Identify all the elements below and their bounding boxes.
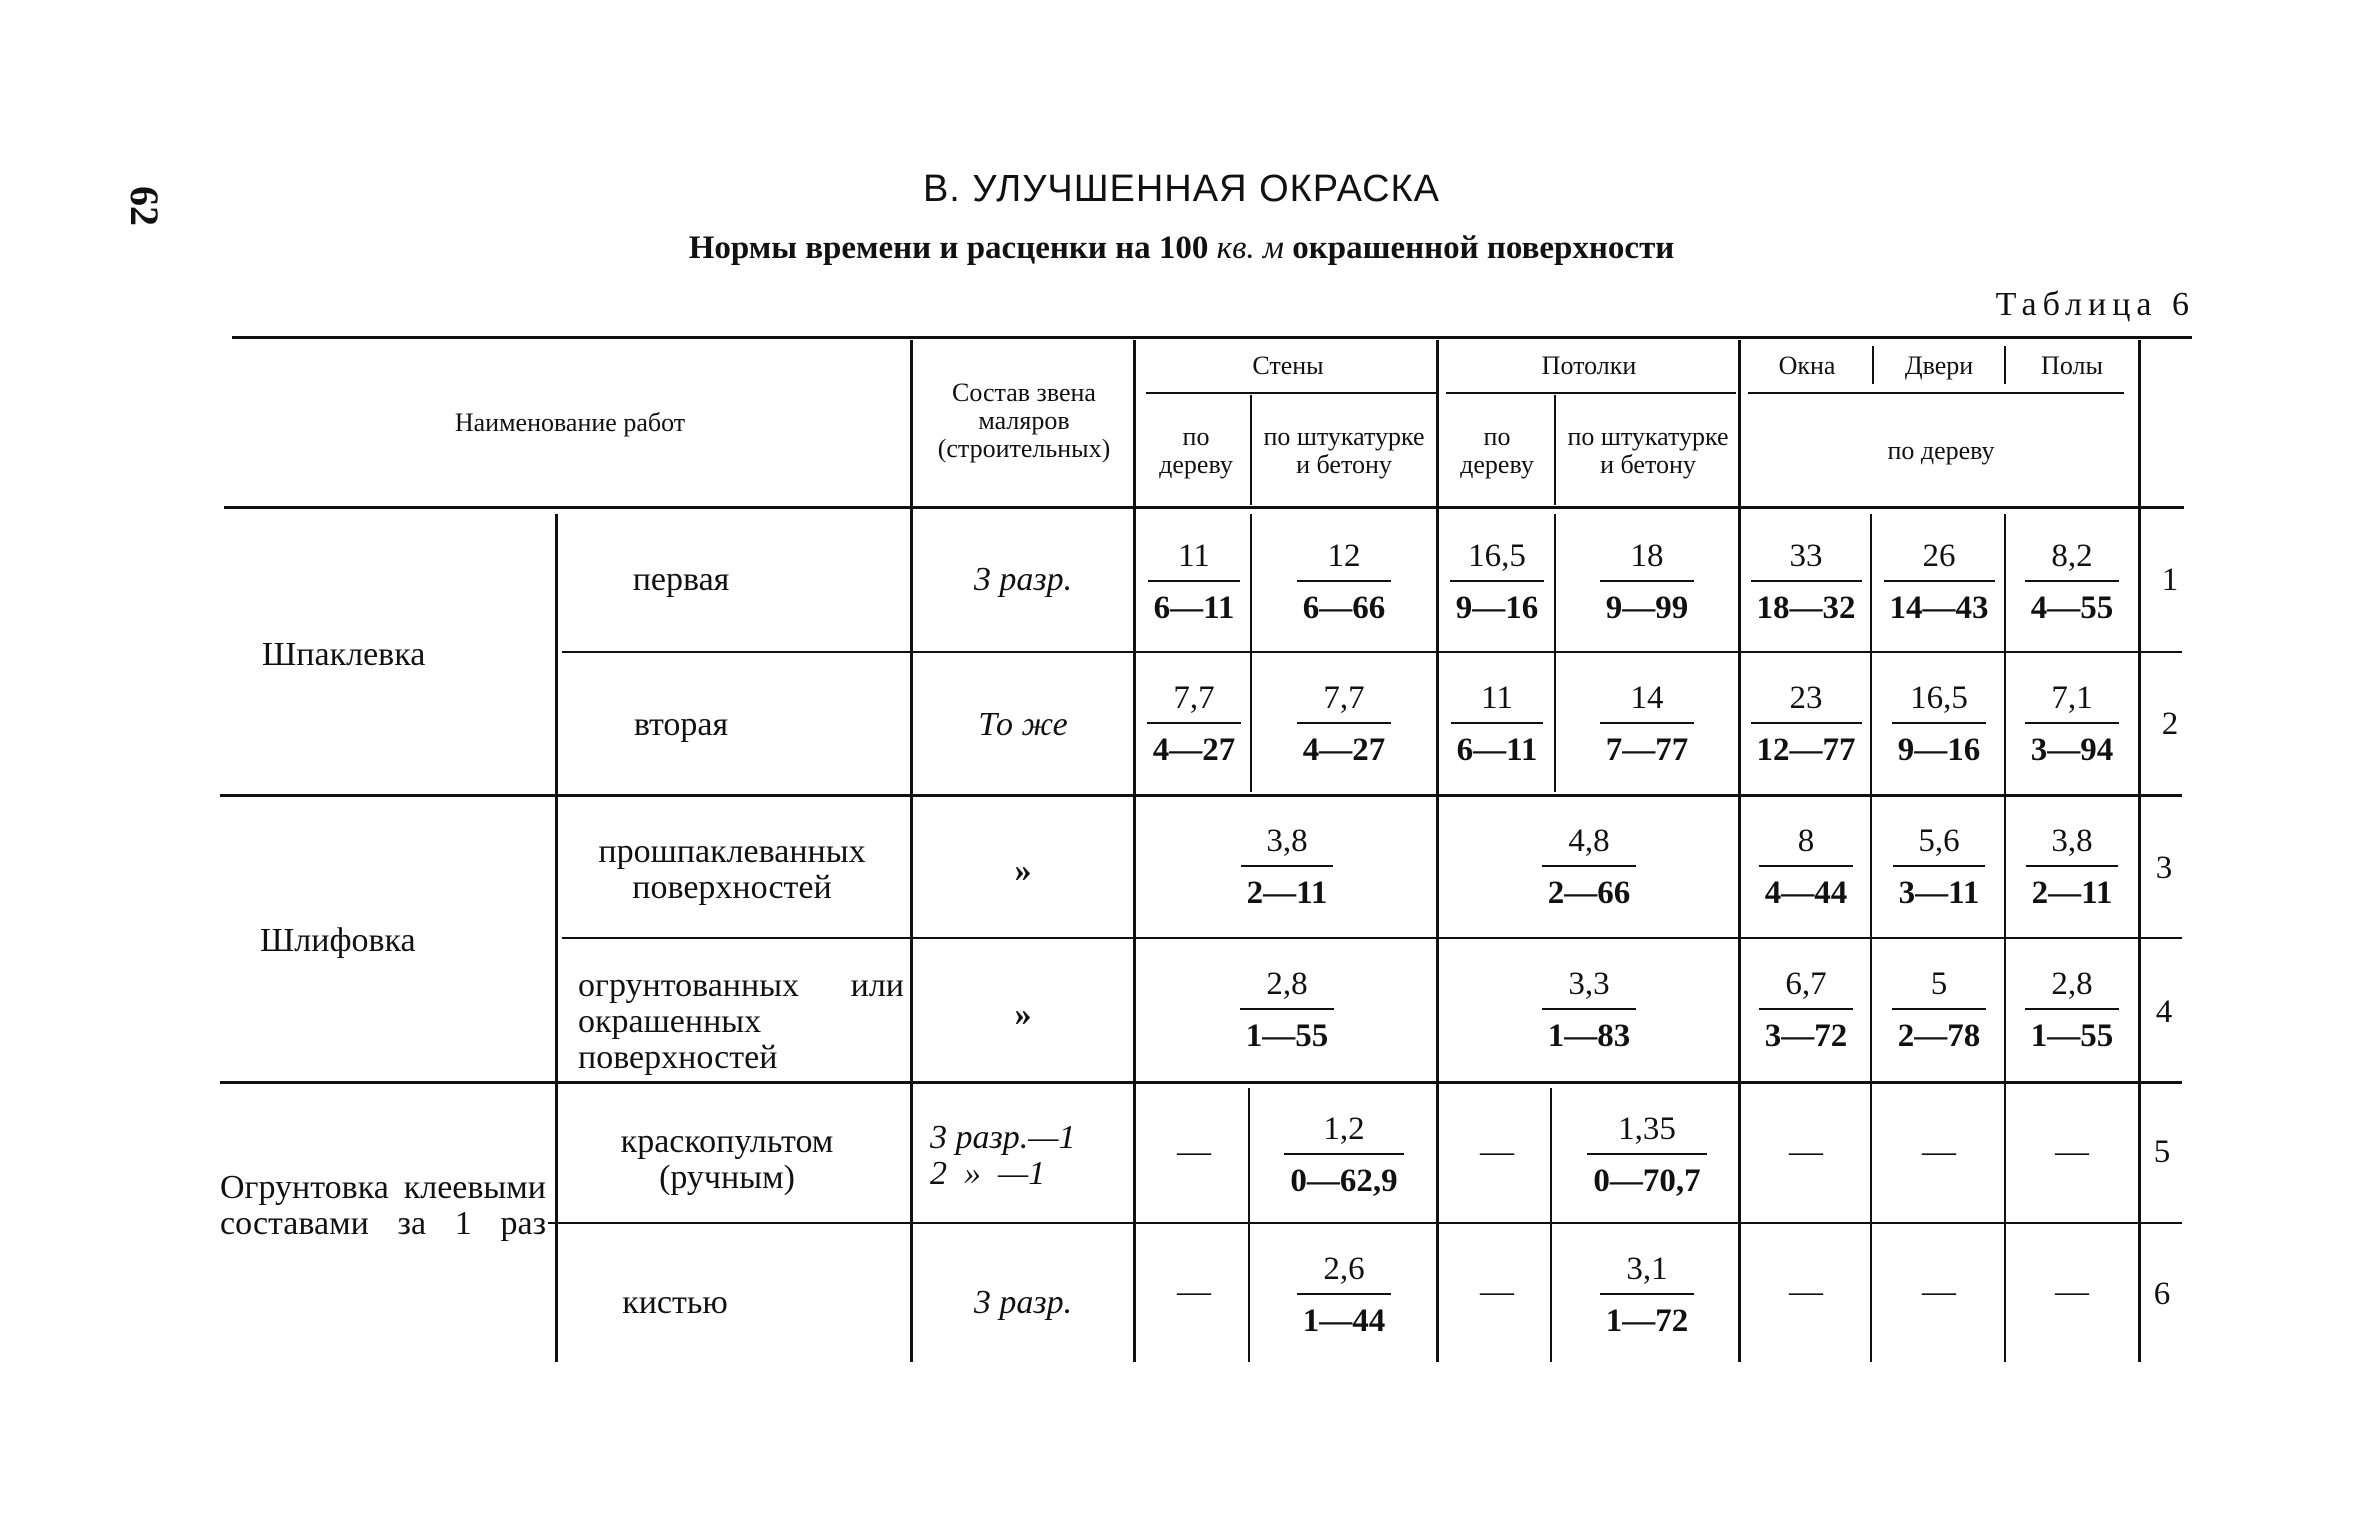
vrule-doors-right	[2004, 514, 2006, 1362]
rate-value: 2—11	[2031, 875, 2113, 911]
value-cell	[1254, 1228, 1434, 1362]
rate-value: 2—11	[1246, 875, 1328, 911]
value-dash: —	[1177, 1133, 1211, 1170]
norm-time: 33	[1789, 538, 1823, 574]
norm-time: 3,8	[2051, 823, 2093, 859]
norm-time: 2,8	[2051, 966, 2093, 1002]
value-cell	[1876, 943, 2002, 1077]
value-dash: —	[1789, 1133, 1823, 1170]
rate-value: 2—78	[1897, 1018, 1981, 1054]
rate-value: 2—66	[1547, 875, 1631, 911]
value-dash: —	[2055, 1133, 2089, 1170]
norm-time: 3,1	[1626, 1251, 1668, 1287]
norm-time: 6,7	[1785, 966, 1827, 1002]
header-floors: Полы	[2041, 351, 2103, 380]
norm-time: 7,1	[2051, 680, 2093, 716]
header-wdf-wood: по дереву	[1887, 436, 1995, 465]
page-number: 62	[122, 186, 167, 226]
table-subheading	[0, 230, 2363, 267]
norm-time: 16,5	[1910, 680, 1968, 716]
value-cell	[1442, 943, 1736, 1077]
value-cell	[1442, 800, 1736, 934]
row1-crew: 3 разр.	[973, 561, 1073, 598]
vrule-crew-left	[910, 340, 913, 1362]
row-number-4: 4	[2155, 994, 2173, 1030]
header-windows: Окна	[1778, 351, 1836, 380]
row6-crew: 3 разр.	[973, 1284, 1073, 1321]
rate-value: 9—99	[1605, 590, 1689, 626]
rate-value: 9—16	[1455, 590, 1539, 626]
rate-value: 3—11	[1898, 875, 1980, 911]
subheading-unit: кв. м	[1216, 230, 1284, 266]
vrule-walls-mid-c	[1248, 1088, 1250, 1362]
value-cell	[1140, 515, 1248, 649]
row5-crew-line2: 2 » —1	[930, 1155, 1046, 1192]
rate-value: 4—55	[2030, 590, 2114, 626]
row5-sub-label: краскопультом (ручным)	[620, 1123, 834, 1196]
row4-sub-label: огрунтованных или окрашенных поверхностей	[578, 967, 904, 1076]
rate-value: 4—44	[1764, 875, 1848, 911]
row2-sub-label: вторая	[633, 706, 729, 743]
norm-time: 26	[1922, 538, 1956, 574]
rate-value: 6—11	[1456, 732, 1538, 768]
vrule-ceil-mid-h	[1554, 395, 1556, 505]
value-cell	[1876, 800, 2002, 934]
rate-value: 0—62,9	[1290, 1163, 1398, 1199]
rule-ceil-under	[1446, 392, 1736, 394]
value-cell	[1442, 657, 1552, 791]
value-cell	[1558, 515, 1736, 649]
value-cell	[1558, 1228, 1736, 1362]
value-cell	[1140, 943, 1434, 1077]
norm-time: 5	[1930, 966, 1948, 1002]
rule-group2	[220, 1081, 2182, 1084]
row2-crew: То же	[978, 706, 1068, 743]
rate-value: 1—55	[2030, 1018, 2114, 1054]
norm-time: 4,8	[1568, 823, 1610, 859]
value-cell	[1744, 515, 1868, 649]
value-cell	[1744, 943, 1868, 1077]
rate-value: 9—16	[1897, 732, 1981, 768]
rule-row3	[562, 937, 2182, 939]
norm-time: 7,7	[1323, 680, 1365, 716]
value-cell	[1744, 800, 1868, 934]
norm-time: 16,5	[1468, 538, 1526, 574]
row3-crew: »	[1014, 852, 1032, 889]
rule-header-bottom	[224, 506, 2184, 509]
norm-time: 3,8	[1266, 823, 1308, 859]
vrule-sub	[555, 514, 558, 1362]
vrule-ceil-mid-c	[1550, 1088, 1552, 1362]
rate-value: 4—27	[1152, 732, 1236, 768]
rule-walls-under	[1146, 392, 1436, 394]
value-cell	[2008, 800, 2136, 934]
value-cell	[1254, 657, 1434, 791]
rate-value: 1—72	[1605, 1303, 1689, 1339]
value-cell	[1558, 1088, 1736, 1222]
vrule-windows-right	[1870, 514, 1872, 1362]
norm-time: 3,3	[1568, 966, 1610, 1002]
vrule-ceil-mid-a	[1554, 514, 1556, 792]
norm-time: 18	[1630, 538, 1664, 574]
header-crew: Состав звена маляров (строительных)	[937, 378, 1111, 463]
value-cell	[1558, 657, 1736, 791]
subheading-text-end: окрашенной поверхности	[1292, 230, 1675, 266]
header-walls: Стены	[1252, 351, 1324, 380]
rule-row5	[548, 1222, 2182, 1224]
row1-sub-label: первая	[632, 561, 730, 598]
row-number-5: 5	[2153, 1134, 2171, 1170]
norm-time: 11	[1178, 538, 1210, 574]
vrule-ceil-right	[1738, 340, 1741, 1362]
header-walls-plaster: по штукатурке и бетону	[1263, 422, 1425, 479]
row4-crew: »	[1014, 996, 1032, 1033]
value-cell	[2008, 515, 2136, 649]
rate-value: 4—27	[1302, 732, 1386, 768]
norm-time: 8,2	[2051, 538, 2093, 574]
value-cell	[1140, 657, 1248, 791]
group-label-3: Огрунтовка клеевыми составами за 1 раз	[220, 1169, 546, 1242]
header-ceilings: Потолки	[1541, 351, 1637, 380]
norm-time: 14	[1630, 680, 1664, 716]
row-number-1: 1	[2161, 562, 2179, 598]
rule-top	[232, 336, 2192, 339]
rate-value: 1—44	[1302, 1303, 1386, 1339]
rule-wdf-under	[1748, 392, 2124, 394]
rule-group1	[220, 794, 2182, 797]
row-number-6: 6	[2153, 1276, 2171, 1312]
rate-value: 0—70,7	[1593, 1163, 1701, 1199]
rate-value: 12—77	[1756, 732, 1856, 768]
rate-value: 1—83	[1547, 1018, 1631, 1054]
norm-time: 7,7	[1173, 680, 1215, 716]
vrule-walls-mid-h	[1250, 395, 1252, 505]
value-cell	[1876, 515, 2002, 649]
vrule-crew-right	[1133, 340, 1136, 1362]
header-walls-wood: по дереву	[1159, 422, 1233, 479]
row-number-3: 3	[2155, 850, 2173, 886]
rate-value: 1—55	[1245, 1018, 1329, 1054]
norm-time: 1,35	[1618, 1111, 1676, 1147]
value-dash: —	[1922, 1273, 1956, 1310]
rate-value: 7—77	[1605, 732, 1689, 768]
norm-time: 2,6	[1323, 1251, 1365, 1287]
value-cell	[2008, 943, 2136, 1077]
rate-value: 18—32	[1756, 590, 1856, 626]
value-cell	[1140, 800, 1434, 934]
group-label-2: Шлифовка	[260, 922, 416, 959]
norm-time: 8	[1797, 823, 1815, 859]
value-dash: —	[1480, 1273, 1514, 1310]
value-dash: —	[1922, 1133, 1956, 1170]
norm-time: 23	[1789, 680, 1823, 716]
header-ceil-wood: по дереву	[1460, 422, 1534, 479]
value-cell	[1254, 515, 1434, 649]
row6-sub-label: кистью	[622, 1284, 728, 1321]
rate-value: 3—72	[1764, 1018, 1848, 1054]
value-dash: —	[2055, 1273, 2089, 1310]
row-number-2: 2	[2161, 706, 2179, 742]
value-cell	[2008, 657, 2136, 791]
header-doors: Двери	[1904, 351, 1974, 380]
value-dash: —	[1177, 1273, 1211, 1310]
value-cell	[1254, 1088, 1434, 1222]
norm-time: 11	[1481, 680, 1513, 716]
subheading-text: Нормы времени и расценки на 100	[688, 230, 1209, 266]
norm-time: 5,6	[1918, 823, 1960, 859]
row5-crew	[930, 1116, 1120, 1196]
rule-row1	[562, 651, 2182, 653]
rate-value: 14—43	[1889, 590, 1989, 626]
rate-value: 6—66	[1302, 590, 1386, 626]
group-label-1: Шпаклевка	[262, 636, 426, 673]
vrule-floors-right	[2138, 340, 2141, 1362]
norm-time: 2,8	[1266, 966, 1308, 1002]
value-cell	[1876, 657, 2002, 791]
section-heading: В. УЛУЧШЕННАЯ ОКРАСКА	[922, 168, 1441, 210]
value-cell	[1744, 657, 1868, 791]
rate-value: 3—94	[2030, 732, 2114, 768]
vrule-walls-mid-a	[1250, 514, 1252, 792]
rate-value: 6—11	[1153, 590, 1235, 626]
norm-time: 12	[1327, 538, 1361, 574]
value-dash: —	[1480, 1133, 1514, 1170]
value-dash: —	[1789, 1273, 1823, 1310]
value-cell	[1442, 515, 1552, 649]
vrule-walls-right	[1436, 340, 1439, 1362]
row3-sub-label: прошпаклеванных поверхностей	[598, 833, 866, 906]
header-ceil-plaster: по штукатурке и бетону	[1567, 422, 1729, 479]
table-label: Таблица 6	[1995, 286, 2195, 323]
norm-time: 1,2	[1323, 1111, 1365, 1147]
row5-crew-line1: 3 разр.—1	[930, 1119, 1076, 1156]
header-work-name: Наименование работ	[454, 408, 686, 437]
